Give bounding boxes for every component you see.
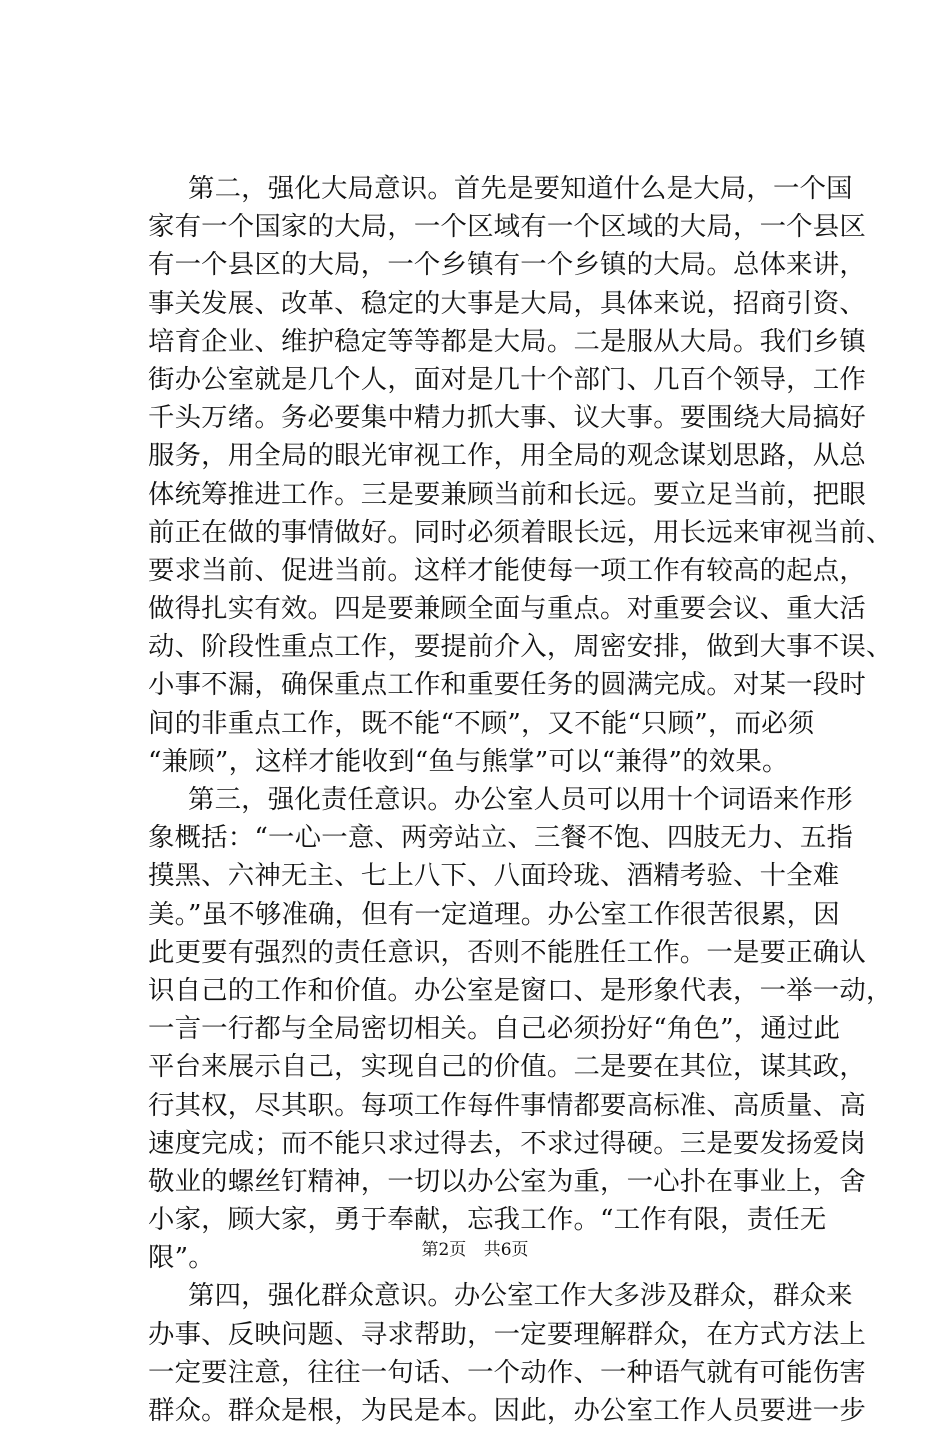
page-total: 共6页 <box>483 1240 529 1260</box>
text-line: 小事不漏，确保重点工作和重要任务的圆满完成。对某一段时 <box>148 669 866 701</box>
text-line: 要求当前、促进当前。这样才能使每一项工作有较高的起点， <box>148 554 866 586</box>
text-line: 摸黑、六神无主、七上八下、八面玲珑、酒精考验、十全难 <box>148 860 840 892</box>
text-line: 美。”虽不够准确，但有一定道理。办公室工作很苦很累，因 <box>148 898 840 930</box>
text-line: 一定要注意，往往一句话、一个动作、一种语气就有可能伤害 <box>148 1356 866 1388</box>
text-line: 此更要有强烈的责任意识，否则不能胜任工作。一是要正确认 <box>148 936 866 968</box>
text-line: 群众。群众是根，为民是本。因此，办公室工作人员要进一步 <box>148 1395 866 1426</box>
text-line: 第二，强化大局意识。首先是要知道什么是大局，一个国 <box>188 173 853 204</box>
text-line: “兼顾”，这样才能收到“鱼与熊掌”可以“兼得”的效果。 <box>148 745 789 777</box>
page-number: 第2页 <box>421 1240 467 1260</box>
text-line: 前正在做的事情做好。同时必须着眼长远，用长远来审视当前、 <box>148 516 893 548</box>
text-line: 千头万绪。务必要集中精力抓大事、议大事。要围绕大局搞好 <box>148 402 866 434</box>
text-line: 体统筹推进工作。三是要兼顾当前和长远。要立足当前，把眼 <box>148 478 866 510</box>
paragraph-fourth <box>148 1277 866 1430</box>
text-line: 第四，强化群众意识。办公室工作大多涉及群众，群众来 <box>188 1280 853 1312</box>
text-line: 街办公室就是几个人，面对是几十个部门、几百个领导，工作 <box>148 363 866 395</box>
paragraph-third <box>148 781 893 1277</box>
text-line: 敬业的螺丝钉精神，一切以办公室为重，一心扑在事业上，舍 <box>148 1165 866 1197</box>
text-line: 家有一个国家的大局，一个区域有一个区域的大局，一个县区 <box>148 211 866 243</box>
text-line: 动、阶段性重点工作，要提前介入，周密安排，做到大事不误、 <box>148 631 893 663</box>
text-line: 识自己的工作和价值。办公室是窗口、是形象代表，一举一动， <box>148 974 893 1006</box>
text-line: 间的非重点工作，既不能“不顾”，又不能“只顾”，而必须 <box>148 707 815 739</box>
page-footer <box>0 1238 950 1262</box>
paragraph-second <box>148 170 893 781</box>
text-line: 做得扎实有效。四是要兼顾全面与重点。对重要会议、重大活 <box>148 593 866 625</box>
text-line: 第三，强化责任意识。办公室人员可以用十个词语来作形 <box>188 784 853 815</box>
text-line: 行其权，尽其职。每项工作每件事情都要高标准、高质量、高 <box>148 1089 866 1121</box>
text-line: 速度完成；而不能只求过得去，不求过得硬。三是要发扬爱岗 <box>148 1127 866 1159</box>
text-line: 事关发展、改革、稳定的大事是大局，具体来说，招商引资、 <box>148 287 866 319</box>
text-line: 培育企业、维护稳定等等都是大局。二是服从大局。我们乡镇 <box>148 325 866 357</box>
text-line: 办事、反映问题、寻求帮助，一定要理解群众，在方式方法上 <box>148 1318 866 1350</box>
text-line: 象概括：“一心一意、两旁站立、三餐不饱、四肢无力、五指 <box>148 822 854 854</box>
text-line: 限”。 <box>148 1242 215 1274</box>
text-line: 服务，用全局的眼光审视工作，用全局的观念谋划思路，从总 <box>148 440 866 472</box>
text-line: 有一个县区的大局，一个乡镇有一个乡镇的大局。总体来讲， <box>148 249 866 281</box>
text-line: 平台来展示自己，实现自己的价值。二是要在其位，谋其政， <box>148 1051 866 1083</box>
text-line: 一言一行都与全局密切相关。自己必须扮好“角色”，通过此 <box>148 1013 841 1045</box>
text-line: 小家，顾大家，勇于奉献，忘我工作。“工作有限，责任无 <box>148 1204 827 1236</box>
